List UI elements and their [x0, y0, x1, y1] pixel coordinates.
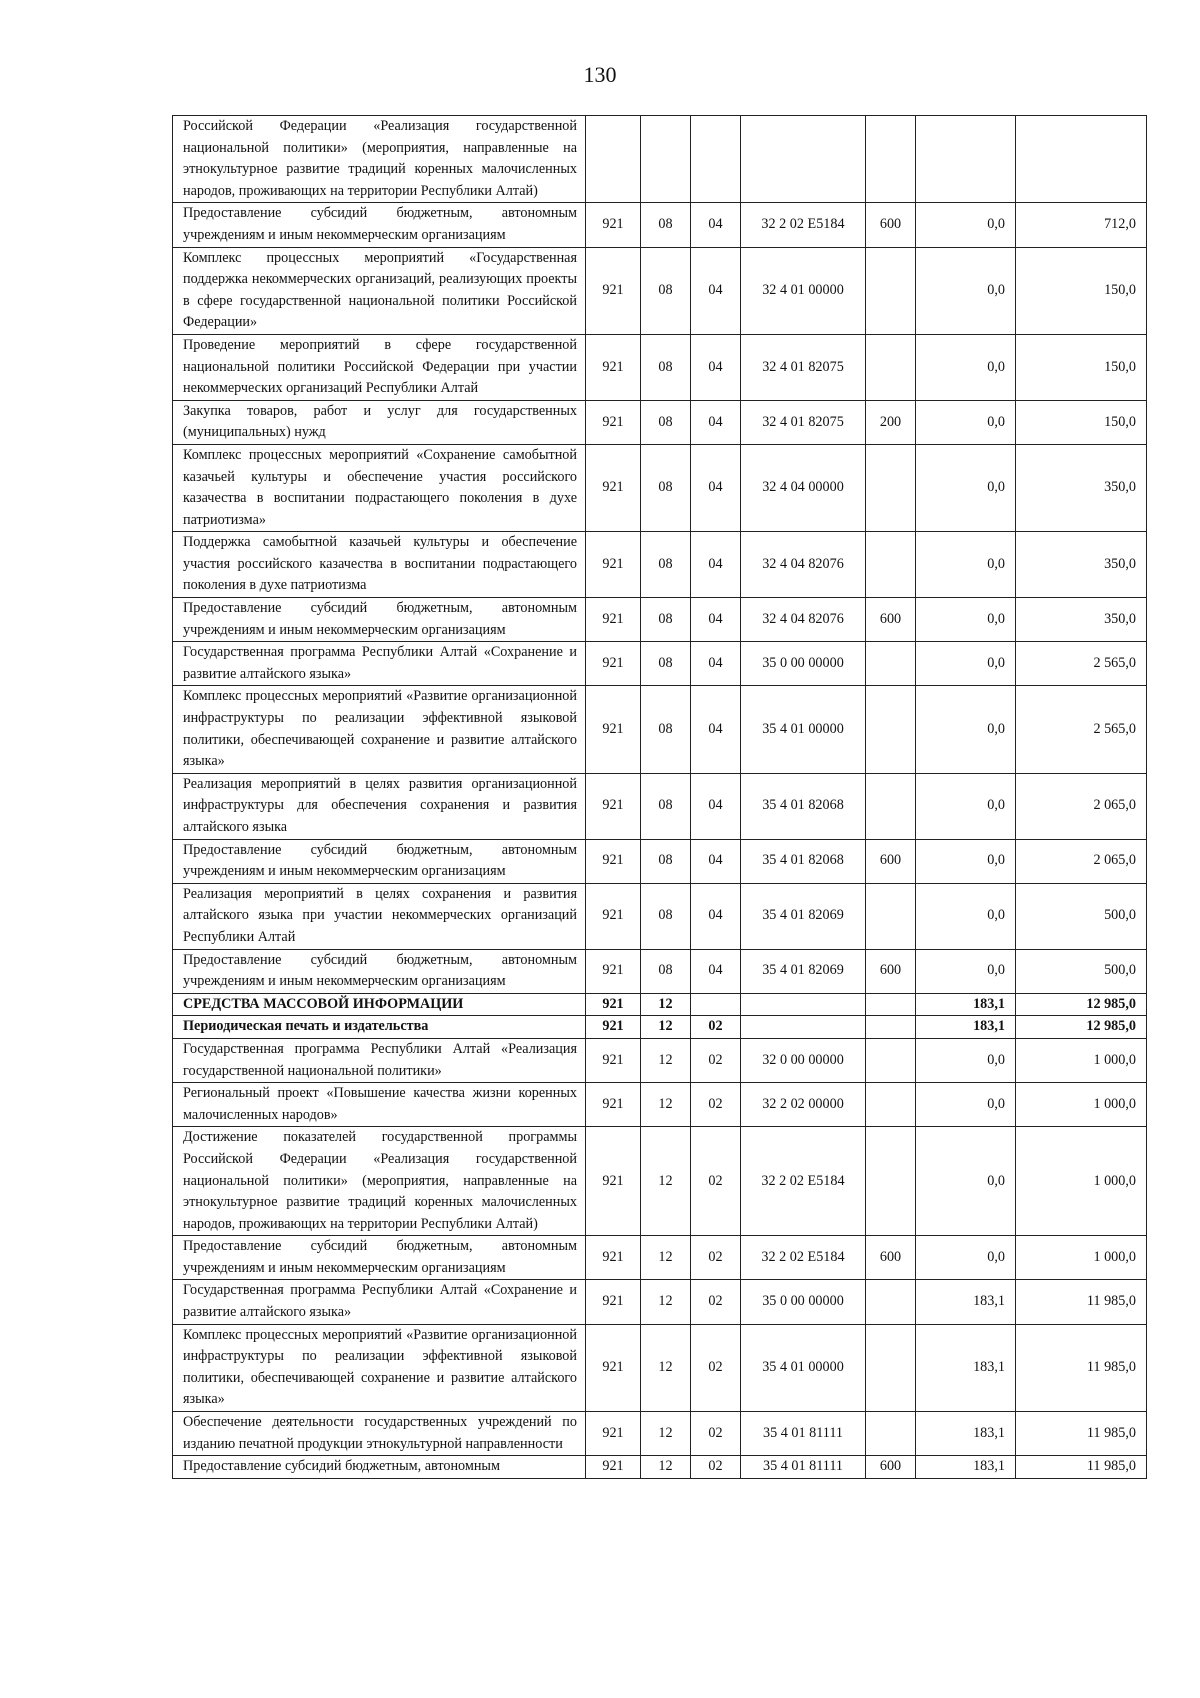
row-amount-2: 350,0 — [1016, 598, 1147, 642]
row-amount-2: 12 985,0 — [1016, 993, 1147, 1016]
row-amount-2: 2 565,0 — [1016, 686, 1147, 773]
table-row — [173, 1324, 1147, 1411]
row-section-code: 12 — [641, 1280, 691, 1324]
row-target-article: 32 4 04 82076 — [741, 532, 866, 598]
row-amount-1: 0,0 — [916, 1083, 1016, 1127]
row-name: Периодическая печать и издательства — [173, 1016, 586, 1039]
row-amount-2: 11 985,0 — [1016, 1456, 1147, 1479]
row-subsection-code: 04 — [691, 949, 741, 993]
row-subsection-code: 04 — [691, 532, 741, 598]
row-section-code: 12 — [641, 1236, 691, 1280]
row-amount-1: 0,0 — [916, 1038, 1016, 1082]
row-amount-1: 183,1 — [916, 1016, 1016, 1039]
row-name: СРЕДСТВА МАССОВОЙ ИНФОРМАЦИИ — [173, 993, 586, 1016]
row-grbs-code: 921 — [586, 598, 641, 642]
row-amount-2: 11 985,0 — [1016, 1280, 1147, 1324]
row-amount-2: 500,0 — [1016, 883, 1147, 949]
row-grbs-code: 921 — [586, 532, 641, 598]
row-name: Закупка товаров, работ и услуг для государственных (муниципальных) нужд — [173, 400, 586, 444]
row-subsection-code: 04 — [691, 334, 741, 400]
row-name: Проведение мероприятий в сфере государственной национальной политики Российской Федерации при участии некоммерческих организаций Республики Алтай — [173, 334, 586, 400]
row-subsection-code: 02 — [691, 1324, 741, 1411]
row-amount-1: 0,0 — [916, 949, 1016, 993]
row-expense-type — [866, 1280, 916, 1324]
row-section-code: 08 — [641, 839, 691, 883]
row-amount-2: 2 065,0 — [1016, 773, 1147, 839]
row-subsection-code — [691, 993, 741, 1016]
row-section-code: 08 — [641, 598, 691, 642]
row-subsection-code: 04 — [691, 400, 741, 444]
row-amount-1: 0,0 — [916, 203, 1016, 247]
row-subsection-code: 04 — [691, 839, 741, 883]
row-name: Российской Федерации «Реализация государственной национальной политики» (мероприятия, направленные на этнокультурное развитие традиций коренных малочисленных народов, проживающих на территории Республики Алтай) — [173, 116, 586, 203]
row-amount-1: 0,0 — [916, 598, 1016, 642]
row-name: Реализация мероприятий в целях развития организационной инфраструктуры для обеспечения сохранения и развития алтайского языка — [173, 773, 586, 839]
row-section-code: 08 — [641, 532, 691, 598]
table-row — [173, 444, 1147, 531]
row-expense-type — [866, 642, 916, 686]
row-expense-type: 600 — [866, 839, 916, 883]
row-name: Реализация мероприятий в целях сохранения и развития алтайского языка при участии некоммерческих организаций Республики Алтай — [173, 883, 586, 949]
row-section-code: 08 — [641, 949, 691, 993]
table-row — [173, 1456, 1147, 1479]
row-expense-type — [866, 1127, 916, 1236]
row-grbs-code: 921 — [586, 203, 641, 247]
row-subsection-code: 04 — [691, 642, 741, 686]
row-expense-type — [866, 247, 916, 334]
row-target-article: 32 0 00 00000 — [741, 1038, 866, 1082]
row-amount-2: 1 000,0 — [1016, 1236, 1147, 1280]
row-expense-type: 600 — [866, 203, 916, 247]
row-name: Достижение показателей государственной программы Российской Федерации «Реализация государственной национальной политики» (мероприятия, направленные на этнокультурное развитие традиций коренных малочисленных народов, проживающих на территории Республики Алтай) — [173, 1127, 586, 1236]
row-name: Обеспечение деятельности государственных учреждений по изданию печатной продукции этнокультурной направленности — [173, 1412, 586, 1456]
table-row — [173, 1083, 1147, 1127]
row-target-article: 35 0 00 00000 — [741, 642, 866, 686]
table-row — [173, 642, 1147, 686]
row-target-article: 35 4 01 81111 — [741, 1456, 866, 1479]
row-amount-2: 150,0 — [1016, 400, 1147, 444]
row-amount-1: 0,0 — [916, 883, 1016, 949]
row-name: Предоставление субсидий бюджетным, автономным учреждениям и иным некоммерческим организациям — [173, 949, 586, 993]
row-name: Предоставление субсидий бюджетным, автономным — [173, 1456, 586, 1479]
row-subsection-code: 04 — [691, 444, 741, 531]
page-number: 130 — [583, 62, 617, 87]
row-subsection-code: 02 — [691, 1127, 741, 1236]
row-section-code: 08 — [641, 642, 691, 686]
row-section-code: 08 — [641, 203, 691, 247]
row-section-code: 08 — [641, 400, 691, 444]
row-grbs-code: 921 — [586, 444, 641, 531]
row-name: Комплекс процессных мероприятий «Развитие организационной инфраструктуры по реализации эффективной языковой политики, обеспечивающей сохранение и развитие алтайского языка» — [173, 686, 586, 773]
row-grbs-code: 921 — [586, 1324, 641, 1411]
row-grbs-code: 921 — [586, 839, 641, 883]
row-target-article: 35 0 00 00000 — [741, 1280, 866, 1324]
row-expense-type — [866, 116, 916, 203]
row-name: Предоставление субсидий бюджетным, автономным учреждениям и иным некоммерческим организациям — [173, 203, 586, 247]
table-row — [173, 686, 1147, 773]
row-amount-1: 183,1 — [916, 1412, 1016, 1456]
row-grbs-code: 921 — [586, 1280, 641, 1324]
row-subsection-code: 02 — [691, 1456, 741, 1479]
row-subsection-code — [691, 116, 741, 203]
row-amount-1: 0,0 — [916, 247, 1016, 334]
row-grbs-code: 921 — [586, 1456, 641, 1479]
row-name: Комплекс процессных мероприятий «Сохранение самобытной казачьей культуры и обеспечение участия российского казачества в воспитании подрастающего поколения в духе патриотизма» — [173, 444, 586, 531]
row-amount-1: 0,0 — [916, 686, 1016, 773]
row-section-code: 08 — [641, 444, 691, 531]
row-amount-1: 0,0 — [916, 773, 1016, 839]
row-section-code: 12 — [641, 993, 691, 1016]
row-subsection-code: 02 — [691, 1016, 741, 1039]
row-name: Поддержка самобытной казачьей культуры и обеспечение участия российского казачества в воспитании подрастающего поколения в духе патриотизма — [173, 532, 586, 598]
row-target-article: 35 4 01 82068 — [741, 773, 866, 839]
row-subsection-code: 02 — [691, 1038, 741, 1082]
row-amount-2: 150,0 — [1016, 247, 1147, 334]
row-expense-type: 600 — [866, 1456, 916, 1479]
row-subsection-code: 04 — [691, 247, 741, 334]
row-expense-type — [866, 1016, 916, 1039]
row-amount-2: 1 000,0 — [1016, 1038, 1147, 1082]
row-amount-2 — [1016, 116, 1147, 203]
row-grbs-code: 921 — [586, 400, 641, 444]
table-row — [173, 203, 1147, 247]
row-amount-2: 11 985,0 — [1016, 1324, 1147, 1411]
row-expense-type: 200 — [866, 400, 916, 444]
row-section-code: 12 — [641, 1038, 691, 1082]
row-section-code: 08 — [641, 773, 691, 839]
row-amount-1: 0,0 — [916, 532, 1016, 598]
row-amount-1: 0,0 — [916, 334, 1016, 400]
row-name: Комплекс процессных мероприятий «Развитие организационной инфраструктуры по реализации эффективной языковой политики, обеспечивающей сохранение и развитие алтайского языка» — [173, 1324, 586, 1411]
table-row — [173, 839, 1147, 883]
row-grbs-code: 921 — [586, 1016, 641, 1039]
table-row — [173, 400, 1147, 444]
row-name: Предоставление субсидий бюджетным, автономным учреждениям и иным некоммерческим организациям — [173, 1236, 586, 1280]
row-grbs-code: 921 — [586, 1038, 641, 1082]
row-expense-type — [866, 444, 916, 531]
row-expense-type — [866, 1083, 916, 1127]
row-amount-2: 12 985,0 — [1016, 1016, 1147, 1039]
row-grbs-code: 921 — [586, 993, 641, 1016]
row-target-article: 35 4 01 00000 — [741, 686, 866, 773]
row-subsection-code: 04 — [691, 598, 741, 642]
table-row — [173, 334, 1147, 400]
table-row — [173, 247, 1147, 334]
row-target-article: 35 4 01 00000 — [741, 1324, 866, 1411]
row-subsection-code: 02 — [691, 1083, 741, 1127]
row-amount-1: 0,0 — [916, 1127, 1016, 1236]
row-name: Государственная программа Республики Алтай «Реализация государственной национальной политики» — [173, 1038, 586, 1082]
row-target-article: 32 4 04 00000 — [741, 444, 866, 531]
row-grbs-code: 921 — [586, 1127, 641, 1236]
row-grbs-code: 921 — [586, 247, 641, 334]
row-amount-2: 500,0 — [1016, 949, 1147, 993]
row-name: Государственная программа Республики Алтай «Сохранение и развитие алтайского языка» — [173, 1280, 586, 1324]
row-grbs-code: 921 — [586, 642, 641, 686]
row-section-code: 12 — [641, 1016, 691, 1039]
row-name: Предоставление субсидий бюджетным, автономным учреждениям и иным некоммерческим организациям — [173, 839, 586, 883]
row-section-code: 12 — [641, 1412, 691, 1456]
row-amount-2: 350,0 — [1016, 444, 1147, 531]
row-target-article: 32 2 02 E5184 — [741, 203, 866, 247]
row-amount-2: 350,0 — [1016, 532, 1147, 598]
row-amount-1: 0,0 — [916, 400, 1016, 444]
row-amount-1: 0,0 — [916, 444, 1016, 531]
table-row — [173, 1038, 1147, 1082]
budget-table — [172, 115, 1147, 1479]
row-expense-type: 600 — [866, 598, 916, 642]
row-section-code: 08 — [641, 247, 691, 334]
row-name: Предоставление субсидий бюджетным, автономным учреждениям и иным некоммерческим организациям — [173, 598, 586, 642]
row-expense-type — [866, 686, 916, 773]
row-subsection-code: 04 — [691, 773, 741, 839]
row-subsection-code: 04 — [691, 883, 741, 949]
row-subsection-code: 02 — [691, 1236, 741, 1280]
row-amount-2: 2 565,0 — [1016, 642, 1147, 686]
row-expense-type — [866, 1412, 916, 1456]
row-amount-1: 183,1 — [916, 1324, 1016, 1411]
row-grbs-code: 921 — [586, 949, 641, 993]
row-expense-type — [866, 1038, 916, 1082]
row-name: Государственная программа Республики Алтай «Сохранение и развитие алтайского языка» — [173, 642, 586, 686]
row-expense-type — [866, 883, 916, 949]
table-row — [173, 949, 1147, 993]
table-row — [173, 1016, 1147, 1039]
table-row — [173, 993, 1147, 1016]
row-grbs-code — [586, 116, 641, 203]
row-target-article: 32 4 01 00000 — [741, 247, 866, 334]
row-expense-type — [866, 993, 916, 1016]
row-amount-1: 183,1 — [916, 1280, 1016, 1324]
row-amount-1: 0,0 — [916, 1236, 1016, 1280]
table-row — [173, 1127, 1147, 1236]
row-section-code: 12 — [641, 1083, 691, 1127]
row-amount-2: 11 985,0 — [1016, 1412, 1147, 1456]
row-section-code — [641, 116, 691, 203]
row-expense-type: 600 — [866, 949, 916, 993]
row-section-code: 08 — [641, 883, 691, 949]
row-expense-type — [866, 773, 916, 839]
row-expense-type: 600 — [866, 1236, 916, 1280]
row-target-article: 32 2 02 E5184 — [741, 1236, 866, 1280]
row-target-article: 32 4 04 82076 — [741, 598, 866, 642]
row-grbs-code: 921 — [586, 334, 641, 400]
row-grbs-code: 921 — [586, 773, 641, 839]
row-target-article: 32 2 02 E5184 — [741, 1127, 866, 1236]
row-amount-2: 712,0 — [1016, 203, 1147, 247]
row-amount-1: 183,1 — [916, 993, 1016, 1016]
row-amount-1 — [916, 116, 1016, 203]
row-amount-1: 0,0 — [916, 642, 1016, 686]
row-grbs-code: 921 — [586, 1236, 641, 1280]
row-target-article — [741, 116, 866, 203]
row-target-article — [741, 993, 866, 1016]
table-row — [173, 1236, 1147, 1280]
row-section-code: 08 — [641, 686, 691, 773]
row-expense-type — [866, 334, 916, 400]
row-target-article: 35 4 01 81111 — [741, 1412, 866, 1456]
table-row — [173, 532, 1147, 598]
row-name: Комплекс процессных мероприятий «Государственная поддержка некоммерческих организаций, реализующих проекты в сфере государственной национальной политики Российской Федерации» — [173, 247, 586, 334]
row-section-code: 12 — [641, 1456, 691, 1479]
row-expense-type — [866, 1324, 916, 1411]
row-expense-type — [866, 532, 916, 598]
row-section-code: 12 — [641, 1324, 691, 1411]
row-section-code: 08 — [641, 334, 691, 400]
row-name: Региональный проект «Повышение качества жизни коренных малочисленных народов» — [173, 1083, 586, 1127]
table-row — [173, 116, 1147, 203]
row-subsection-code: 04 — [691, 686, 741, 773]
row-amount-1: 0,0 — [916, 839, 1016, 883]
table-row — [173, 1412, 1147, 1456]
row-target-article: 32 2 02 00000 — [741, 1083, 866, 1127]
row-section-code: 12 — [641, 1127, 691, 1236]
row-target-article: 35 4 01 82069 — [741, 949, 866, 993]
row-target-article: 35 4 01 82069 — [741, 883, 866, 949]
table-row — [173, 598, 1147, 642]
row-target-article — [741, 1016, 866, 1039]
row-amount-2: 1 000,0 — [1016, 1127, 1147, 1236]
row-target-article: 35 4 01 82068 — [741, 839, 866, 883]
row-target-article: 32 4 01 82075 — [741, 400, 866, 444]
table-row — [173, 773, 1147, 839]
row-grbs-code: 921 — [586, 686, 641, 773]
table-row — [173, 1280, 1147, 1324]
row-amount-2: 150,0 — [1016, 334, 1147, 400]
row-grbs-code: 921 — [586, 1412, 641, 1456]
row-subsection-code: 04 — [691, 203, 741, 247]
row-grbs-code: 921 — [586, 1083, 641, 1127]
row-amount-2: 1 000,0 — [1016, 1083, 1147, 1127]
table-row — [173, 883, 1147, 949]
row-subsection-code: 02 — [691, 1412, 741, 1456]
row-subsection-code: 02 — [691, 1280, 741, 1324]
row-amount-1: 183,1 — [916, 1456, 1016, 1479]
row-grbs-code: 921 — [586, 883, 641, 949]
row-amount-2: 2 065,0 — [1016, 839, 1147, 883]
row-target-article: 32 4 01 82075 — [741, 334, 866, 400]
